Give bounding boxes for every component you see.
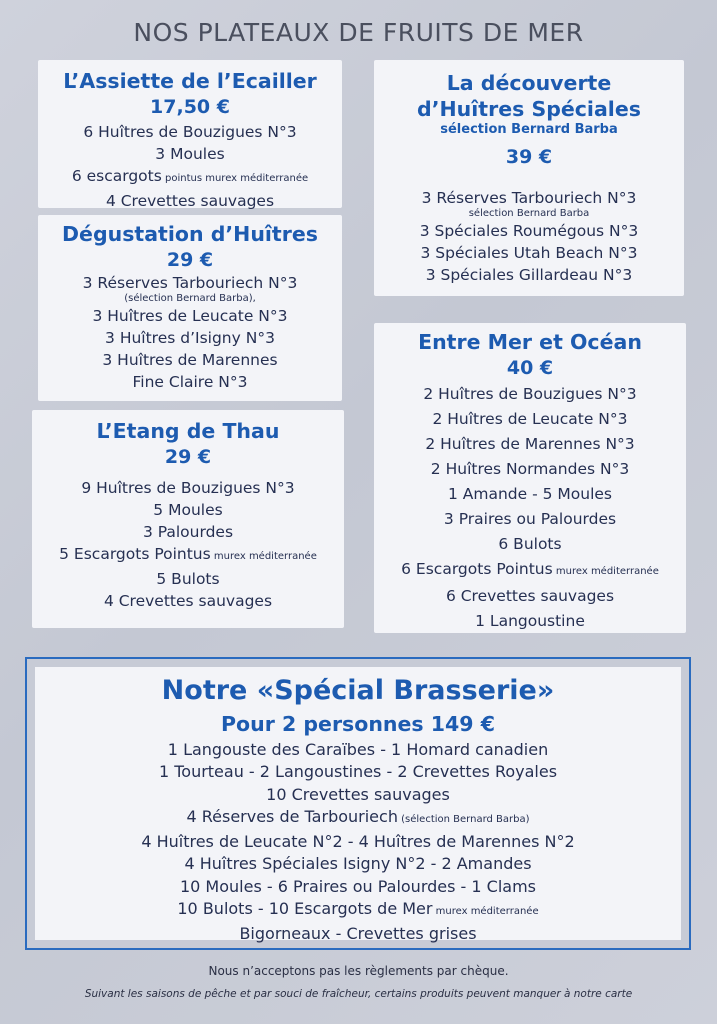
card-subtitle: sélection Bernard Barba <box>440 122 618 137</box>
card-degustation-huitres <box>38 215 342 401</box>
menu-item-note: murex méditerranée <box>210 551 317 562</box>
card-item-list <box>374 382 686 634</box>
menu-item <box>374 482 686 507</box>
menu-item-text: 3 Praires ou Palourdes <box>443 510 617 528</box>
menu-item-text: 4 Réserves de Tarbouriech <box>186 806 398 826</box>
menu-item-text: 6 Escargots Pointus <box>401 560 553 578</box>
menu-item <box>374 432 686 457</box>
menu-item-text: 4 Huîtres Spéciales Isigny N°2 - 2 Amandes <box>184 854 532 874</box>
menu-item-text: 1 Tourteau - 2 Langoustines - 2 Crevettes Royales <box>158 762 558 782</box>
card-price: 39 € <box>505 146 553 168</box>
menu-item <box>38 143 342 165</box>
card-item-list <box>38 121 342 212</box>
menu-item <box>38 165 342 190</box>
menu-item-text: 4 Crevettes sauvages <box>103 592 273 610</box>
special-item-list <box>35 739 681 946</box>
menu-item-text: 1 Amande - 5 Moules <box>447 485 613 503</box>
menu-item <box>35 853 681 875</box>
card-assiette-ecailler <box>38 60 342 208</box>
menu-item <box>32 477 344 499</box>
menu-item-text: 2 Huîtres de Bouzigues N°3 <box>423 385 637 403</box>
menu-item-text: 4 Crevettes sauvages <box>105 192 275 210</box>
menu-item <box>32 568 344 590</box>
menu-item <box>32 543 344 568</box>
card-item: 3 Réserves Tarbouriech N°3 <box>421 189 637 207</box>
menu-item <box>35 784 681 806</box>
card-item: 3 Spéciales Utah Beach N°3 <box>420 244 638 262</box>
menu-item <box>35 876 681 898</box>
menu-item-text: 4 Huîtres de Leucate N°2 - 4 Huîtres de Marennes N°2 <box>141 832 575 852</box>
special-inner <box>35 667 681 944</box>
card-decouverte-huitres-speciales <box>374 60 684 296</box>
card-etang-de-thau <box>32 410 344 628</box>
card-item: 3 Spéciales Roumégous N°3 <box>419 222 639 240</box>
card-title: Entre Mer et Océan <box>418 330 642 354</box>
menu-item <box>35 739 681 761</box>
menu-item <box>374 507 686 532</box>
menu-item-note: murex méditerranée <box>432 906 539 918</box>
page-title: NOS PLATEAUX DE FRUITS DE MER <box>133 18 584 47</box>
menu-item-text: 2 Huîtres de Leucate N°3 <box>432 410 628 428</box>
card-price: 17,50 € <box>150 96 230 118</box>
menu-item-text: Bigorneaux - Crevettes grises <box>239 924 477 944</box>
menu-item-text: 5 Moules <box>153 501 223 519</box>
menu-item-text: 2 Huîtres de Marennes N°3 <box>425 435 635 453</box>
menu-item-text: 1 Langoustine <box>475 612 585 630</box>
menu-item-text: 10 Bulots - 10 Escargots de Mer <box>177 899 433 919</box>
special-title: Notre «Spécial Brasserie» <box>161 675 555 706</box>
menu-item-text: 5 Escargots Pointus <box>59 545 211 563</box>
menu-item <box>374 382 686 407</box>
footer-payment-note: Nous n’acceptons pas les règlements par chèque. <box>208 964 509 978</box>
menu-item <box>35 923 681 945</box>
menu-item <box>35 831 681 853</box>
menu-item-text: 9 Huîtres de Bouzigues N°3 <box>81 479 295 497</box>
card-price: 29 € <box>166 249 214 271</box>
card-special-brasserie <box>25 657 691 950</box>
card-item-note: (sélection Bernard Barba), <box>124 293 256 304</box>
menu-item <box>374 457 686 482</box>
menu-item <box>35 761 681 783</box>
menu-item <box>38 190 342 212</box>
menu-item-note: pointus murex méditerranée <box>161 173 309 184</box>
card-title: L’Assiette de l’Ecailler <box>63 69 317 93</box>
card-item: Fine Claire N°3 <box>132 373 248 391</box>
menu-item <box>374 609 686 634</box>
card-title: Dégustation d’Huîtres <box>62 222 318 246</box>
special-price: Pour 2 personnes 149 € <box>221 712 495 736</box>
menu-item <box>32 590 344 612</box>
card-price: 29 € <box>164 446 212 468</box>
card-title: d’Huîtres Spéciales <box>417 97 641 121</box>
menu-item <box>374 584 686 609</box>
menu-item-text: 1 Langouste des Caraïbes - 1 Homard canadien <box>167 740 549 759</box>
menu-item-text: 6 Crevettes sauvages <box>445 587 615 605</box>
menu-item <box>38 121 342 143</box>
menu-item <box>35 806 681 831</box>
card-title: L’Etang de Thau <box>96 419 280 443</box>
menu-item <box>35 898 681 923</box>
menu-item <box>374 557 686 584</box>
card-item: 3 Huîtres d’Isigny N°3 <box>105 329 275 347</box>
menu-item-note: murex méditerranée <box>552 566 659 577</box>
menu-item-text: 2 Huîtres Normandes N°3 <box>430 460 630 478</box>
card-entre-mer-et-ocean <box>374 323 686 633</box>
card-item-list <box>32 477 344 612</box>
footer-availability-note: Suivant les saisons de pêche et par souci de fraîcheur, certains produits peuvent manquer à notre carte <box>84 988 633 1000</box>
menu-item-note: (sélection Bernard Barba) <box>397 813 530 825</box>
menu-item-text: 10 Crevettes sauvages <box>266 784 450 804</box>
menu-item <box>32 521 344 543</box>
card-price: 40 € <box>506 357 554 379</box>
card-item: 3 Huîtres de Marennes <box>102 351 278 369</box>
menu-item-text: 6 Huîtres de Bouzigues N°3 <box>83 123 297 141</box>
menu-item-text: 3 Palourdes <box>142 523 234 541</box>
menu-item-text: 5 Bulots <box>156 570 220 588</box>
menu-item <box>32 499 344 521</box>
menu-item-text: 10 Moules - 6 Praires ou Palourdes - 1 Clams <box>179 876 536 896</box>
menu-item-text: 3 Moules <box>155 145 225 163</box>
card-item: 3 Réserves Tarbouriech N°3 <box>82 274 298 292</box>
card-item-note: sélection Bernard Barba <box>468 208 590 219</box>
menu-item-text: 6 Bulots <box>498 535 562 553</box>
menu-item <box>374 407 686 432</box>
menu-item-text: 6 escargots <box>71 167 162 185</box>
card-title: La découverte <box>446 71 612 95</box>
card-item: 3 Huîtres de Leucate N°3 <box>92 307 288 325</box>
menu-item <box>374 532 686 557</box>
card-item: 3 Spéciales Gillardeau N°3 <box>425 266 633 284</box>
